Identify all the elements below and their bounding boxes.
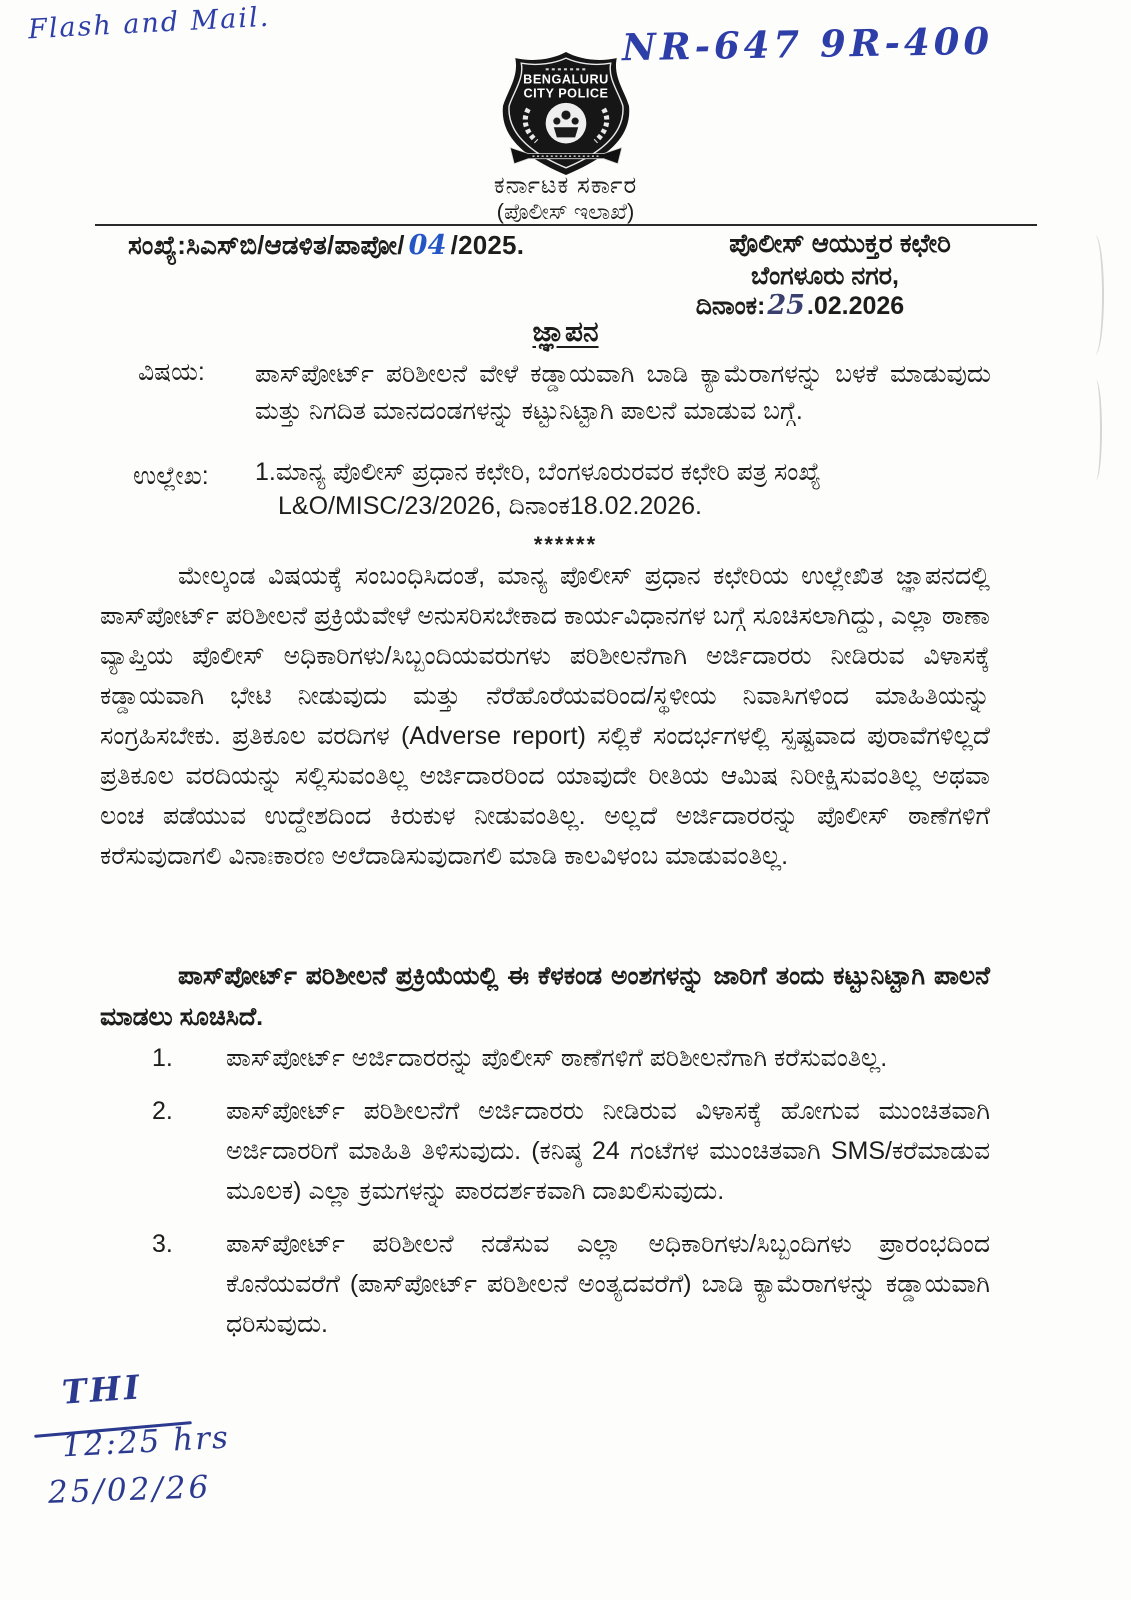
instruction-list: [152, 1038, 990, 1357]
handwritten-initials: THI: [60, 1367, 144, 1412]
office-name-line: ಪೊಲೀಸ್ ಆಯುಕ್ತರ ಕಛೇರಿ: [729, 228, 951, 258]
handwritten-date-day: 25: [767, 290, 805, 321]
list-item-number: 1.: [152, 1044, 173, 1072]
list-item-text: ಪಾಸ್‌ಪೋರ್ಟ್ ಅರ್ಜಿದಾರರನ್ನು ಪೊಲೀಸ್ ಠಾಣೆಗಳಿಗೆ ಪರಿಶೀಲನೆಗಾಗಿ ಕರೆಸುವಂತಿಲ್ಲ.: [226, 1044, 888, 1072]
handwritten-dispatch-number-note: NR-647 9R-400: [621, 18, 994, 70]
scan-artifact: [1090, 380, 1102, 480]
government-line: ಕರ್ನಾಟಕ ಸರ್ಕಾರ: [493, 172, 638, 199]
handwritten-flash-and-mail-note: Flash and Mail.: [27, 1, 271, 46]
reference-label: ಉಲ್ಲೇಖ:: [133, 462, 209, 490]
svg-text:CITY POLICE: CITY POLICE: [523, 86, 609, 101]
subject-label: ವಿಷಯ:: [138, 358, 205, 386]
handwritten-time: 12:25 hrs: [61, 1419, 231, 1465]
reference-text-line1: 1.ಮಾನ್ಯ ಪೊಲೀಸ್ ಪ್ರಧಾನ ಕಛೇರಿ, ಬೆಂಗಳೂರುರವರ ಕಛೇರಿ ಪತ್ರ ಸಂಖ್ಯೆ: [255, 458, 821, 486]
bengaluru-city-police-crest-icon: [488, 50, 644, 183]
list-item-text: ಪಾಸ್‌ಪೋರ್ಟ್ ಪರಿಶೀಲನೆಗೆ ಅರ್ಜಿದಾರರು ನೀಡಿರುವ ವಿಳಾಸಕ್ಕೆ ಹೋಗುವ ಮುಂಚಿತವಾಗಿ ಅರ್ಜಿದಾರರಿಗೆ ಮಾಹಿತಿ ತಿಳಿಸುವುದು. (ಕನಿಷ್ಠ 24 ಗಂಟೆಗಳ ಮುಂಚಿತವಾಗಿ SMS/ಕರೆಮಾಡುವ ಮೂಲಕ) ಎಲ್ಲಾ ಕ್ರಮಗಳನ್ನು ಪಾರದರ್ಶಕವಾಗಿ ದಾಖಲಿಸುವುದು.: [226, 1097, 990, 1205]
list-item: [152, 1224, 990, 1344]
directive-paragraph: ಪಾಸ್‌ಪೋರ್ಟ್ ಪರಿಶೀಲನೆ ಪ್ರಕ್ರಿಯೆಯಲ್ಲಿ ಈ ಕೆಳಕಂಡ ಅಂಶಗಳನ್ನು ಜಾರಿಗೆ ತಂದು ಕಟ್ಟುನಿಟ್ಟಾಗಿ ಪಾಲನೆ ಮಾಡಲು ಸೂಚಿಸಿದೆ.: [100, 962, 990, 1031]
body-paragraph: ಮೇಲ್ಕಂಡ ವಿಷಯಕ್ಕೆ ಸಂಬಂಧಿಸಿದಂತೆ, ಮಾನ್ಯ ಪೊಲೀಸ್ ಪ್ರಧಾನ ಕಛೇರಿಯ ಉಲ್ಲೇಖಿತ ಜ್ಞಾಪನದಲ್ಲಿ ಪಾಸ್‌ಪೋರ್ಟ್ ಪರಿಶೀಲನೆ ಪ್ರಕ್ರಿಯೆವೇಳೆ ಅನುಸರಿಸಬೇಕಾದ ಕಾರ್ಯವಿಧಾನಗಳ ಬಗ್ಗೆ ಸೂಚಿಸಲಾಗಿದ್ದು, ಎಲ್ಲಾ ಠಾಣಾ ವ್ಯಾಪ್ತಿಯ ಪೊಲೀಸ್ ಅಧಿಕಾರಿಗಳು/ಸಿಬ್ಬಂದಿಯವರುಗಳು ಪರಿಶೀಲನೆಗಾಗಿ ಅರ್ಜಿದಾರರು ನೀಡಿರುವ ವಿಳಾಸಕ್ಕೆ ಕಡ್ಡಾಯವಾಗಿ ಭೇಟಿ ನೀಡುವುದು ಮತ್ತು ನೆರೆಹೊರೆಯವರಿಂದ/ಸ್ಥಳೀಯ ನಿವಾಸಿಗಳಿಂದ ಮಾಹಿತಿಯನ್ನು ಸಂಗ್ರಹಿಸಬೇಕು. ಪ್ರತಿಕೂಲ ವರದಿಗಳ (Adverse report) ಸಲ್ಲಿಕೆ ಸಂದರ್ಭಗಳಲ್ಲಿ ಸ್ಪಷ್ಟವಾದ ಪುರಾವೆಗಳಿಲ್ಲದೆ ಪ್ರತಿಕೂಲ ವರದಿಯನ್ನು ಸಲ್ಲಿಸುವಂತಿಲ್ಲ ಅರ್ಜಿದಾರರಿಂದ ಯಾವುದೇ ರೀತಿಯ ಆಮಿಷ ನಿರೀಕ್ಷಿಸುವಂತಿಲ್ಲ ಅಥವಾ ಲಂಚ ಪಡೆಯುವ ಉದ್ದೇಶದಿಂದ ಕಿರುಕುಳ ನೀಡುವಂತಿಲ್ಲ. ಅಲ್ಲದೆ ಅರ್ಜಿದಾರರನ್ನು ಪೊಲೀಸ್ ಠಾಣೆಗಳಿಗೆ ಕರೆಸುವುದಾಗಲಿ ವಿನಾಃಕಾರಣ ಅಲೆದಾಡಿಸುವುದಾಗಲಿ ಮಾಡಿ ಕಾಲವಿಳಂಬ ಮಾಡುವಂತಿಲ್ಲ.: [100, 562, 990, 870]
handwritten-reference-number: 04: [408, 230, 447, 261]
date-label: ದಿನಾಂಕ:: [695, 292, 766, 320]
date-rest: .02.2026: [806, 292, 905, 320]
reference-number-line: [128, 230, 524, 262]
subject-text: ಪಾಸ್‌ಪೋರ್ಟ್ ಪರಿಶೀಲನೆ ವೇಳೆ ಕಡ್ಡಾಯವಾಗಿ ಬಾಡಿ ಕ್ಯಾಮೆರಾಗಳನ್ನು ಬಳಕೆ ಮಾಡುವುದು ಮತ್ತು ನಿಗದಿತ ಮಾನದಂಡಗಳನ್ನು ಕಟ್ಟುನಿಟ್ಟಾಗಿ ಪಾಲನೆ ಮಾಡುವ ಬಗ್ಗೆ.: [255, 360, 991, 425]
department-line: (ಪೊಲೀಸ್ ಇಲಾಖೆ): [496, 199, 635, 224]
list-item-number: 2.: [152, 1097, 173, 1125]
memo-title: ಜ್ಞಾಪನ: [532, 316, 599, 347]
list-item-text: ಪಾಸ್‌ಪೋರ್ಟ್ ಪರಿಶೀಲನೆ ನಡೆಸುವ ಎಲ್ಲಾ ಅಧಿಕಾರಿಗಳು/ಸಿಬ್ಬಂದಿಗಳು ಪ್ರಾರಂಭದಿಂದ ಕೊನೆಯವರೆಗೆ (ಪಾಸ್‌ಪೋರ್ಟ್ ಪರಿಶೀಲನೆ ಅಂತ್ಯದವರೆಗೆ) ಬಾಡಿ ಕ್ಯಾಮೆರಾಗಳನ್ನು ಕಡ್ಡಾಯವಾಗಿ ಧರಿಸುವುದು.: [226, 1230, 990, 1338]
scan-artifact: [1086, 235, 1104, 355]
header-divider: [95, 224, 1037, 226]
handwritten-date: 25/02/26: [47, 1469, 212, 1511]
reference-number-prefix: ಸಂಖ್ಯೆ:ಸಿಎಸ್‌ಬಿ/ಆಡಳಿತ/ಪಾಪೋ/: [128, 230, 405, 260]
separator-stars: ******: [533, 532, 598, 557]
office-city-line: ಬೆಂಗಳೂರು ನಗರ,: [751, 262, 899, 290]
svg-text:BENGALURU: BENGALURU: [523, 72, 609, 87]
list-item: [152, 1091, 990, 1211]
reference-text-line2: L&O/MISC/23/2026, ದಿನಾಂಕ18.02.2026.: [278, 492, 702, 520]
list-item-number: 3.: [152, 1230, 173, 1258]
list-item: [152, 1038, 990, 1078]
reference-number-suffix: /2025.: [450, 230, 525, 260]
